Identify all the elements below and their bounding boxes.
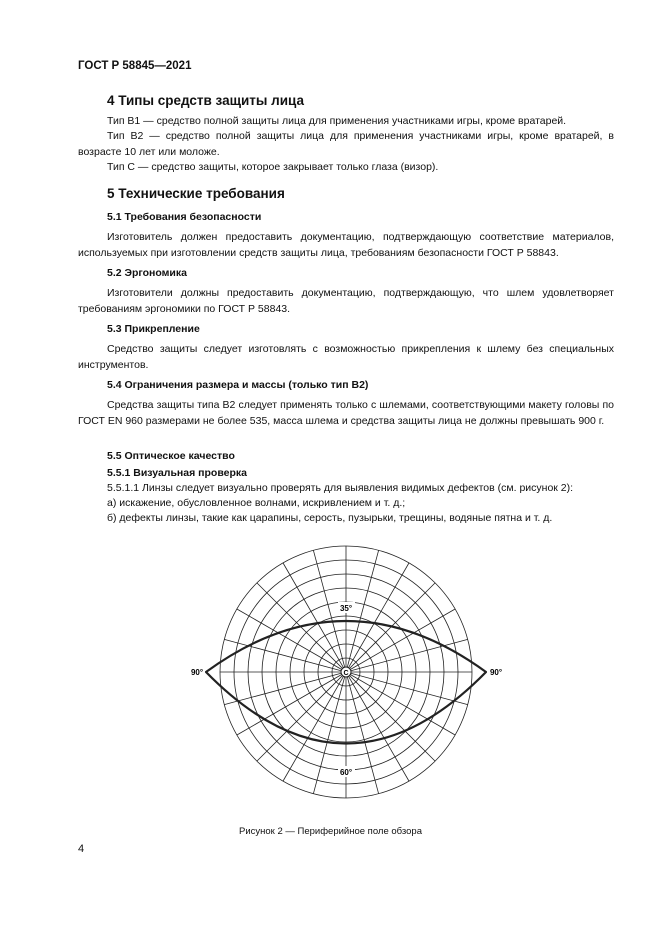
- defect-item-a: а) искажение, обусловленное волнами, искривлением и т. д.;: [107, 497, 406, 509]
- subsection-5-1-text: Изготовитель должен предоставить документацию, подтверждающую соответствие материалов, используемых при изготовлении средств защиты лица, требованиям безопасности ГОСТ Р 58843.: [78, 231, 614, 259]
- grid-spoke: [283, 563, 344, 668]
- document-code: ГОСТ Р 58845—2021: [78, 60, 192, 72]
- grid-spoke: [257, 676, 343, 762]
- figure-caption: Рисунок 2 — Периферийное поле обзора: [239, 826, 422, 837]
- section-4-heading: 4 Типы средств защиты лица: [107, 93, 305, 108]
- label-35-degrees: 35°: [339, 604, 353, 613]
- paragraph-type-b2: Тип B2 — средство полной защиты лица для применения участниками игры, кроме вратарей, в возрасте 10 лет или моложе.: [78, 130, 614, 158]
- subsection-5-1-heading: 5.1 Требования безопасности: [107, 211, 262, 223]
- grid-spoke: [350, 676, 436, 762]
- defect-item-b: б) дефекты линзы, такие как царапины, серость, пузырьки, трещины, водяные пятна и т. д.: [107, 512, 553, 524]
- subsection-5-5-heading: 5.5 Оптическое качество: [107, 450, 235, 462]
- subsection-5-5-1-heading: 5.5.1 Визуальная проверка: [107, 467, 247, 479]
- label-90-degrees-right: 90°: [489, 668, 503, 677]
- grid-spoke: [349, 563, 410, 668]
- subsection-5-3-text: Средство защиты следует изготовлять с возможностью прикрепления к шлему без специальных инструментов.: [78, 343, 614, 371]
- subsection-5-4-text: Средства защиты типа B2 следует применять только с шлемами, соответствующими макету головы по ГОСТ EN 960 размерами не более 535, масса шлема и средства защиты лица не должны превышать 900 г.: [78, 399, 614, 427]
- subsection-5-2-heading: 5.2 Эргономика: [107, 267, 187, 279]
- subsection-5-4-heading: 5.4 Ограничения размера и массы (только тип B2): [107, 379, 369, 391]
- label-center: C: [343, 670, 349, 677]
- visual-check-text: 5.5.1.1 Линзы следует визуально проверять для выявления видимых дефектов (см. рисунок 2):: [107, 482, 574, 494]
- grid-spoke: [237, 675, 342, 736]
- grid-spoke: [350, 609, 455, 670]
- grid-spoke: [349, 676, 410, 781]
- paragraph-type-b1: Тип B1 — средство полной защиты лица для применения участниками игры, кроме вратарей.: [107, 115, 567, 127]
- subsection-5-2-text: Изготовители должны предоставить документацию, подтверждающую, что шлем удовлетворяет требованиям эргономики по ГОСТ Р 58843.: [78, 287, 614, 315]
- subsection-5-3-heading: 5.3 Прикрепление: [107, 323, 200, 335]
- paragraph-type-c: Тип C — средство защиты, которое закрывает только глаза (визор).: [107, 161, 439, 173]
- label-60-degrees: 60°: [339, 768, 353, 777]
- label-90-degrees-left: 90°: [190, 668, 204, 677]
- grid-spoke: [283, 676, 344, 781]
- grid-spoke: [237, 609, 342, 670]
- section-5-heading: 5 Технические требования: [107, 186, 285, 201]
- grid-spoke: [350, 675, 455, 736]
- page-number: 4: [78, 843, 85, 855]
- peripheral-field-diagram: [190, 545, 503, 795]
